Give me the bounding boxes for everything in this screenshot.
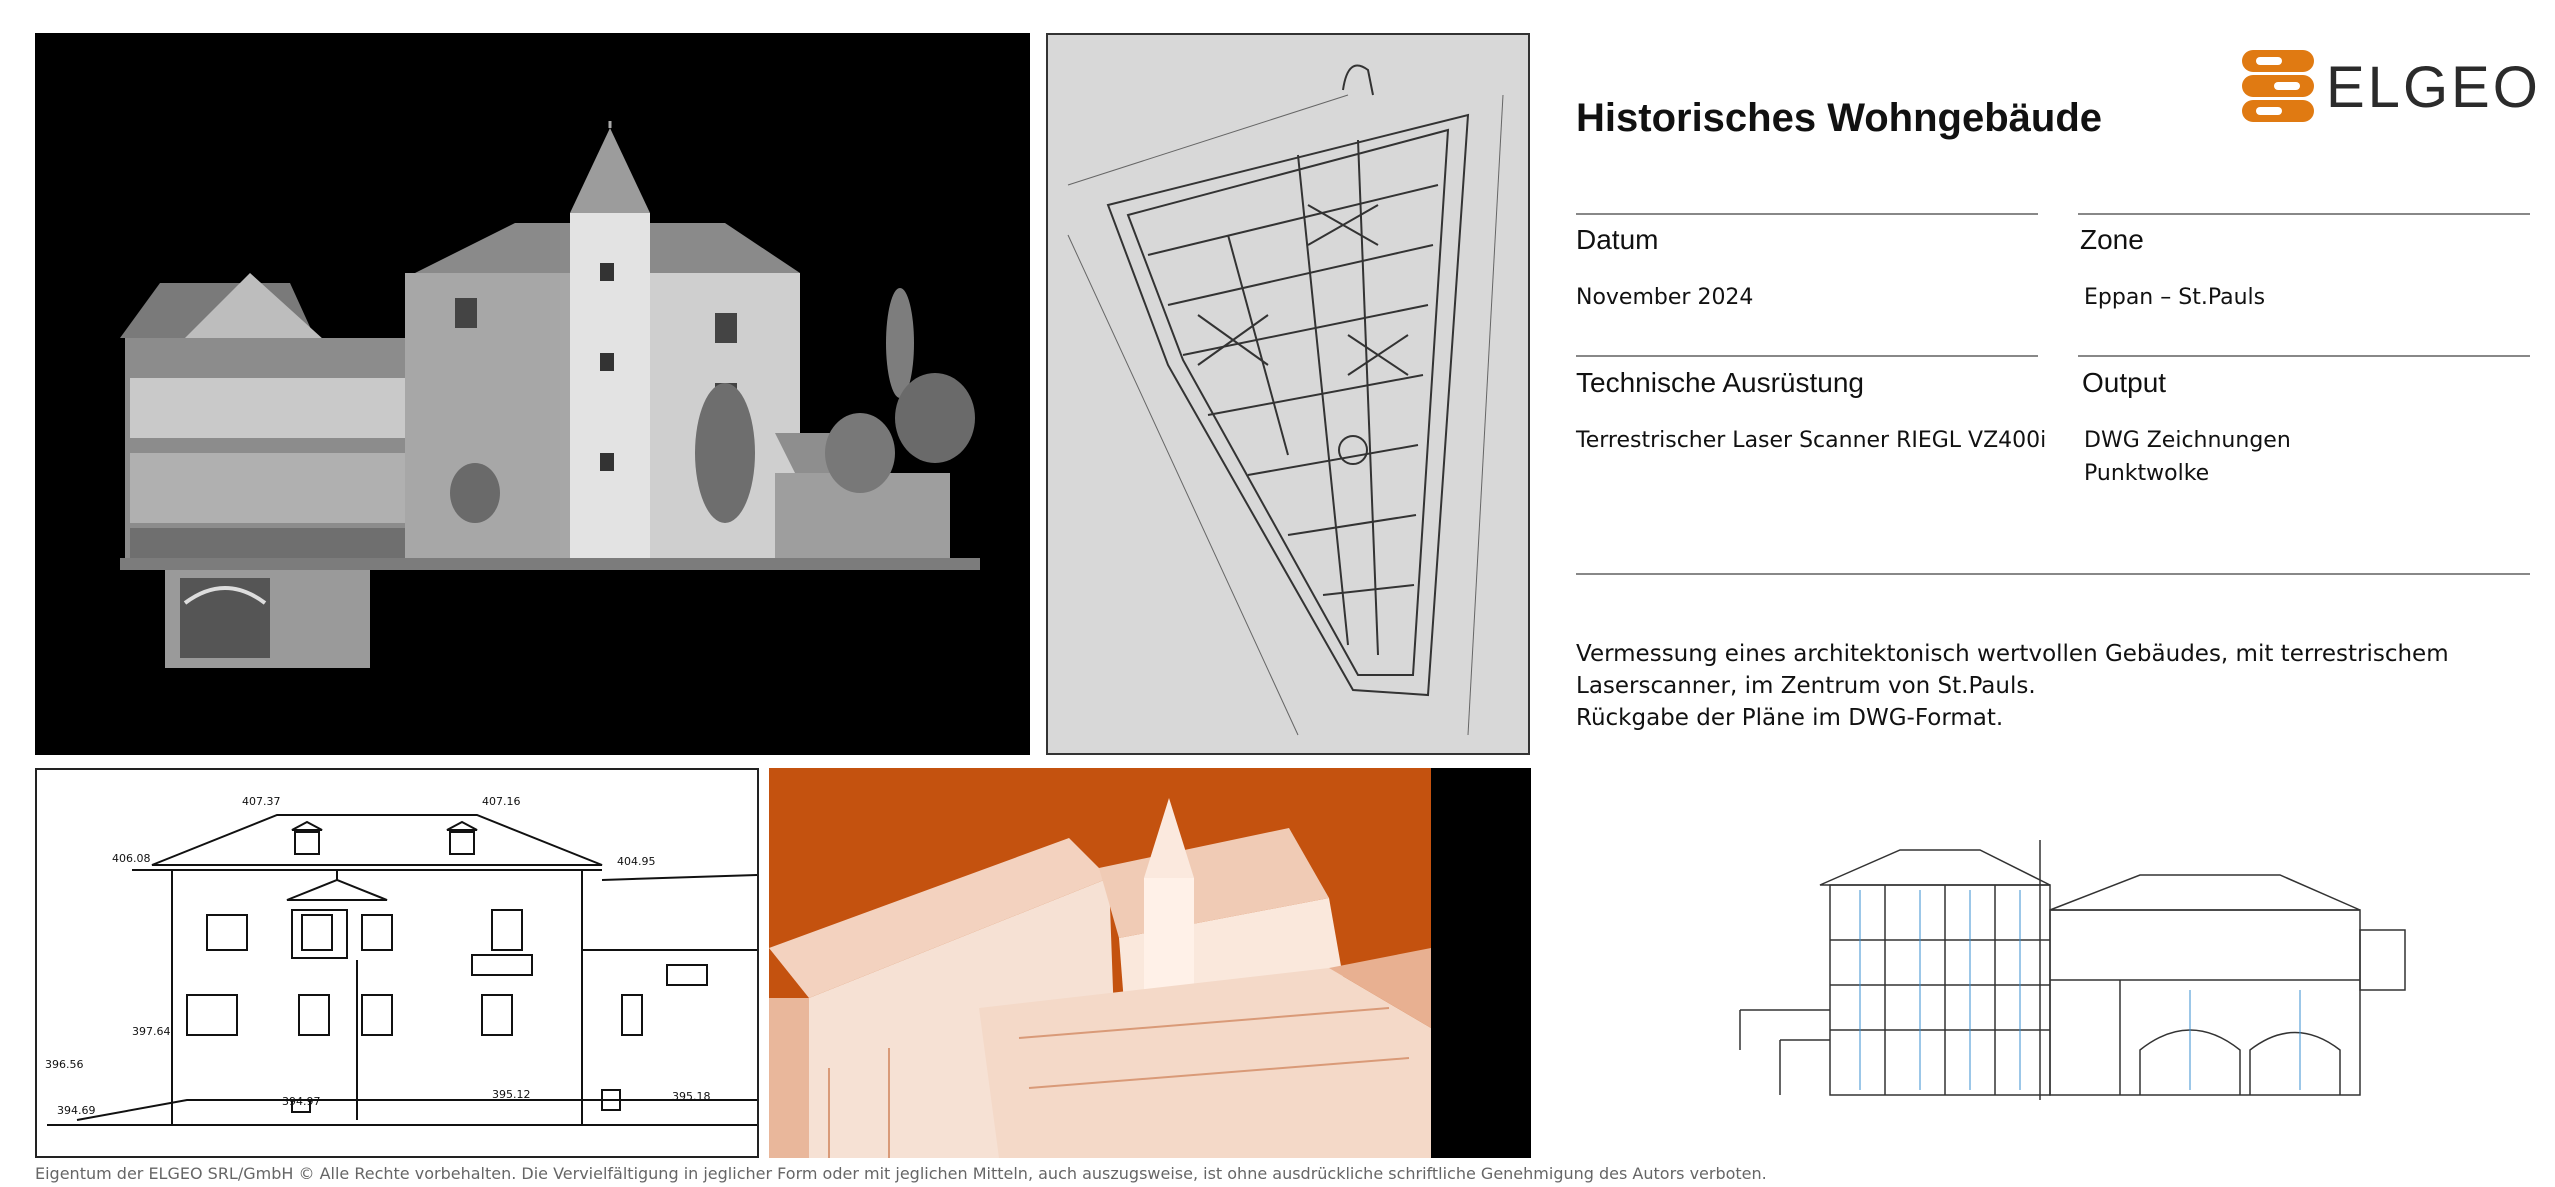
elevation-label: 395.18 <box>672 1090 711 1103</box>
description-line: Laserscanner, im Zentrum von St.Pauls. <box>1576 673 2036 699</box>
copyright-footer: Eigentum der ELGEO SRL/GmbH © Alle Rechte vorbehalten. Die Vervielfältigung in jeglicher Form oder mit jeglichen Mitteln, auch auszugsweise, ist ohne ausdrückliche schriftliche Genehmigung des Autors verboten. <box>35 1164 1767 1183</box>
zone-label: Zone <box>2080 224 2144 255</box>
elevation-label: 407.37 <box>242 795 281 808</box>
elevation-label: 394.97 <box>282 1095 321 1108</box>
divider <box>2078 355 2530 357</box>
elevation-drawing <box>35 768 759 1158</box>
description-line: Rückgabe der Pläne im DWG-Format. <box>1576 705 2004 731</box>
output-label: Output <box>2082 367 2167 398</box>
page-title: Historisches Wohngebäude <box>1576 96 2103 140</box>
elevation-label: 397.64 <box>132 1025 171 1038</box>
elevation-label: 404.95 <box>617 855 656 868</box>
elevation-label: 395.12 <box>492 1088 531 1101</box>
elevation-label: 394.69 <box>57 1104 96 1117</box>
description-line: Vermessung eines architektonisch wertvollen Gebäudes, mit terrestrischem <box>1576 641 2449 667</box>
elgeo-logo-text: ELGEO <box>2326 55 2541 120</box>
section-drawing <box>1720 830 2420 1100</box>
output-value-dwg: DWG Zeichnungen <box>2084 428 2291 453</box>
point-cloud-3d-image <box>769 768 1531 1158</box>
output-value-pointcloud: Punktwolke <box>2084 461 2210 486</box>
elevation-label: 396.56 <box>45 1058 84 1071</box>
equipment-label: Technische Ausrüstung <box>1576 367 1864 398</box>
elgeo-logo <box>2238 46 2541 134</box>
elgeo-logo-mark-icon <box>2238 46 2318 126</box>
point-cloud-image <box>35 33 1030 755</box>
equipment-value: Terrestrischer Laser Scanner RIEGL VZ400i <box>1576 428 2047 453</box>
zone-value: Eppan – St.Pauls <box>2084 285 2266 310</box>
elevation-label: 406.08 <box>112 852 151 865</box>
project-description <box>1576 638 2506 734</box>
floor-plan-image <box>1046 33 1530 755</box>
divider <box>1576 355 2038 357</box>
divider <box>2078 213 2530 215</box>
datum-value: November 2024 <box>1576 285 1754 310</box>
elevation-label: 407.16 <box>482 795 521 808</box>
datum-label: Datum <box>1576 224 1659 255</box>
divider <box>1576 573 2530 575</box>
divider <box>1576 213 2038 215</box>
